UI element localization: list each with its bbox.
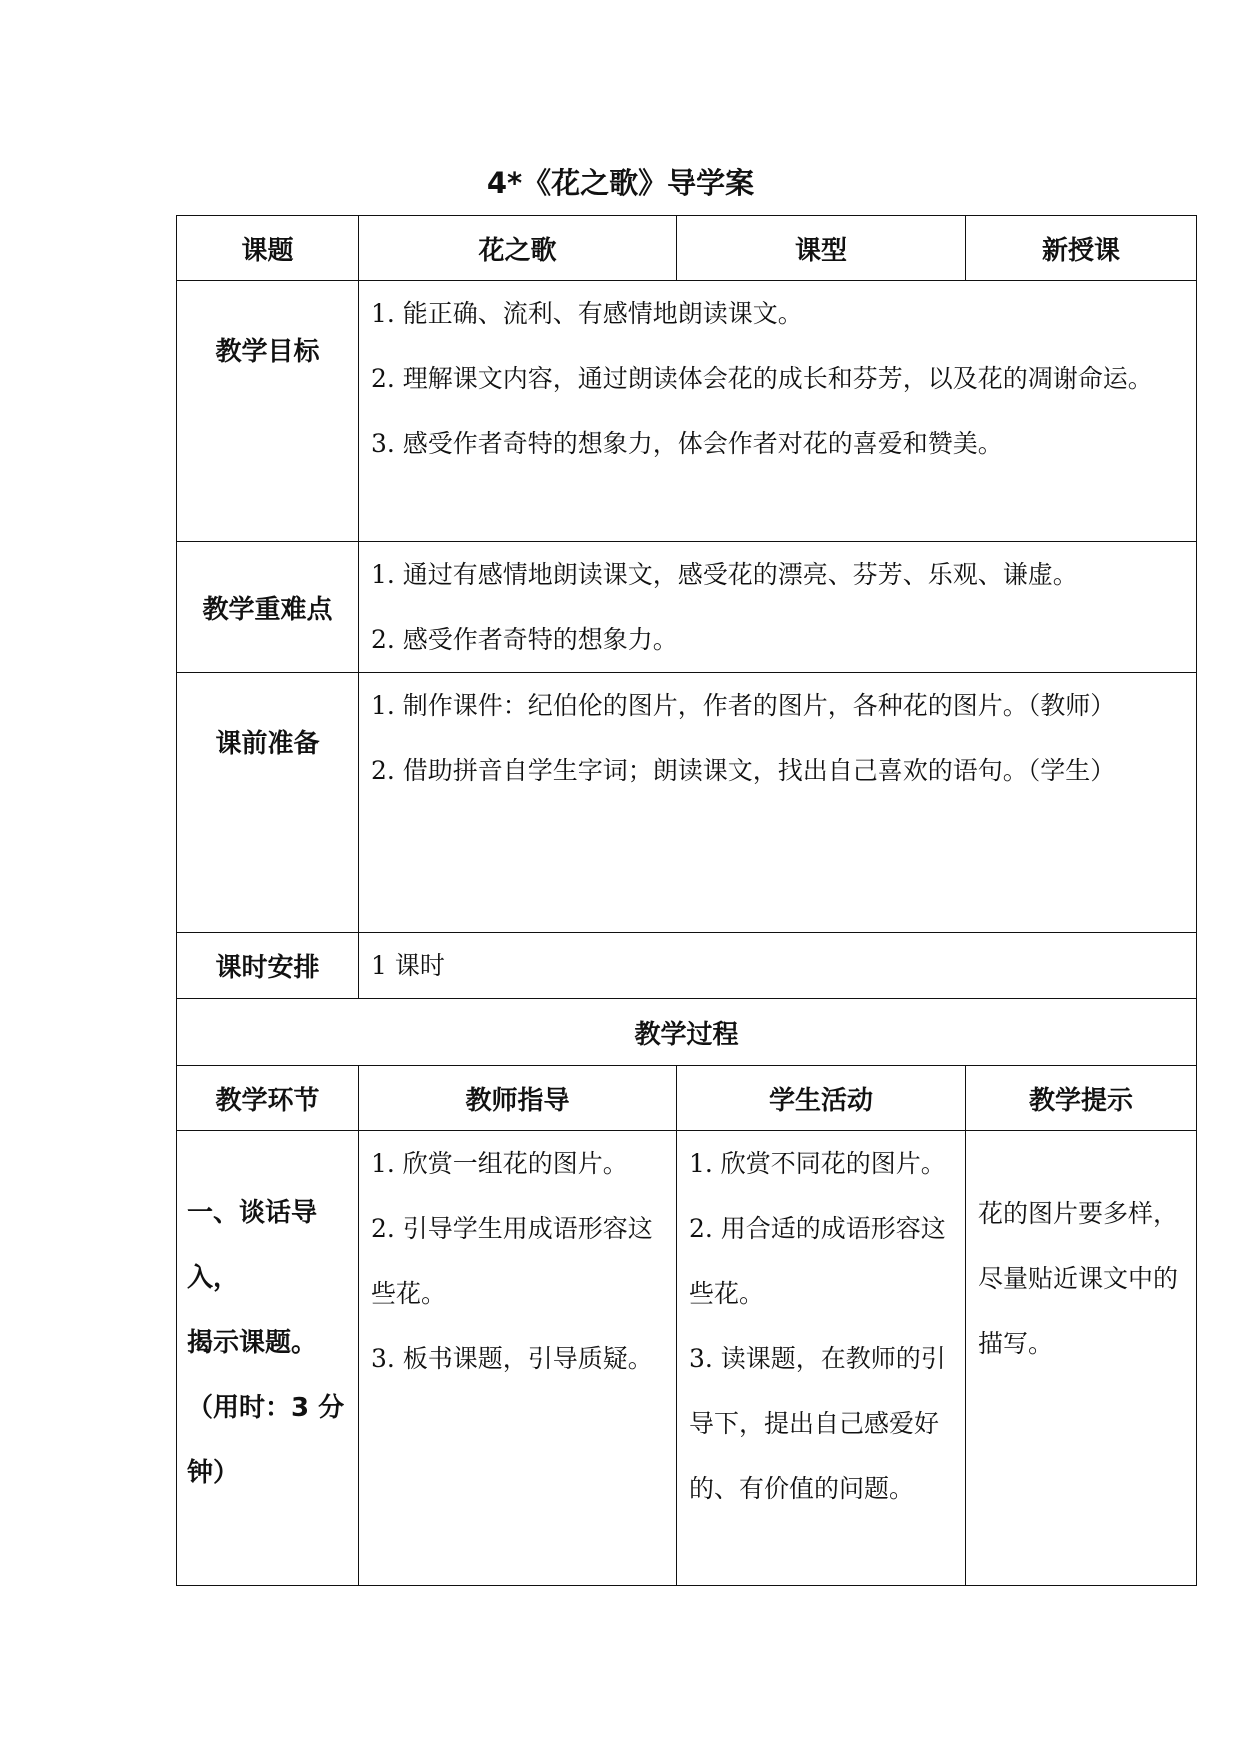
preparation-item: 1. 制作课件：纪伯伦的图片，作者的图片，各种花的图片。（教师） [371,691,1116,720]
lesson-type-value: 新授课 [966,216,1197,281]
key-points-row [177,542,1197,673]
stage-line: 揭示课题。 [187,1328,318,1358]
key-point-item: 2. 感受作者奇特的想象力。 [371,625,678,654]
student-item: 3. 读课题，在教师的引导下，提出自己感爱好的、有价值的问题。 [689,1344,946,1503]
page-title: 4*《花之歌》导学案 [486,166,755,200]
tip-text: 花的图片要多样，尽量贴近课文中的描写。 [978,1199,1179,1358]
teacher-item: 2. 引导学生用成语形容这些花。 [371,1214,653,1308]
process-title-row [177,999,1197,1066]
student-item: 2. 用合适的成语形容这些花。 [689,1214,946,1308]
preparation-label: 课前准备 [177,673,359,933]
process-row [177,1131,1197,1586]
schedule-label: 课时安排 [177,933,359,999]
objective-item: 3. 感受作者奇特的想象力，体会作者对花的喜爱和赞美。 [371,429,1003,458]
column-header-tip: 教学提示 [966,1066,1197,1131]
column-header-student: 学生活动 [677,1066,966,1131]
objectives-label: 教学目标 [177,281,359,542]
lesson-type-label: 课型 [677,216,966,281]
preparation-content [359,673,1197,933]
preparation-item: 2. 借助拼音自学生字词；朗读课文，找出自己喜欢的语句。（学生） [371,756,1116,785]
student-activity-cell [677,1131,966,1586]
key-points-content [359,542,1197,673]
column-header-stage: 教学环节 [177,1066,359,1131]
topic-label: 课题 [177,216,359,281]
key-point-item: 1. 通过有感情地朗读课文，感受花的漂亮、芬芳、乐观、谦虚。 [371,560,1078,589]
header-row [177,216,1197,281]
stage-line: 钟） [187,1458,240,1488]
preparation-row [177,673,1197,933]
schedule-value: 1 课时 [359,933,1197,999]
column-header-teacher: 教师指导 [359,1066,677,1131]
schedule-row [177,933,1197,999]
teacher-guidance-cell [359,1131,677,1586]
stage-cell [177,1131,359,1586]
objectives-row [177,281,1197,542]
stage-line: 一、谈话导入， [187,1198,318,1293]
stage-line: （用时：3 分 [187,1393,345,1423]
process-columns-row [177,1066,1197,1131]
process-title: 教学过程 [177,999,1197,1066]
topic-value: 花之歌 [359,216,677,281]
key-points-label: 教学重难点 [177,542,359,673]
student-item: 1. 欣赏不同花的图片。 [689,1149,946,1178]
objective-item: 2. 理解课文内容，通过朗读体会花的成长和芬芳，以及花的凋谢命运。 [371,364,1153,393]
teacher-item: 1. 欣赏一组花的图片。 [371,1149,628,1178]
objective-item: 1. 能正确、流利、有感情地朗读课文。 [371,299,803,328]
objectives-content [359,281,1197,542]
teacher-item: 3. 板书课题，引导质疑。 [371,1344,653,1373]
lesson-plan-table [176,215,1197,1586]
teaching-tip-cell [966,1131,1197,1586]
